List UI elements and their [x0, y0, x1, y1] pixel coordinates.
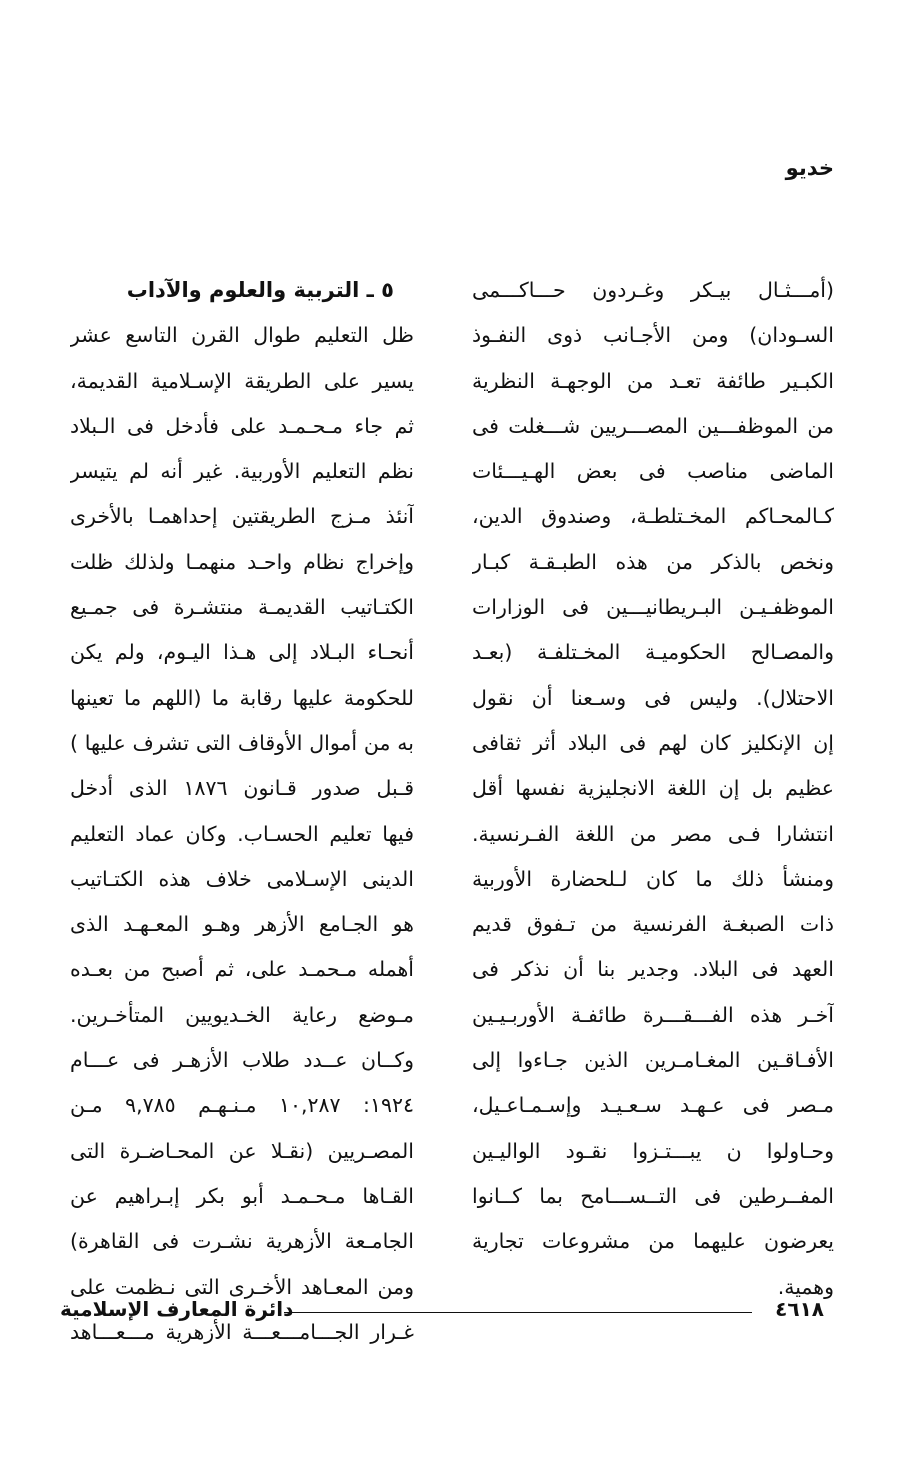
text-line: المفــرطين فى التــســـامح بما كــانوا	[472, 1183, 834, 1208]
text-line: إن الإنكليز كان لهم فى البلاد أثر ثقافى	[472, 730, 834, 755]
section-heading: ٥ ـ التربية والعلوم والآداب	[126, 278, 394, 302]
text-line: الأفـاقـين المغـامـرين الذين جـاءوا إلى	[472, 1048, 834, 1073]
text-line: آخـر هذه الفـــقـــرة طائفـة الأوربـيـين	[472, 1002, 834, 1027]
right-column	[472, 268, 834, 1310]
footer-divider	[284, 1312, 752, 1313]
text-line: للحكومة عليها رقابة ما (اللهم ما تعينها	[70, 685, 414, 710]
text-line: هو الجـامع الأزهر وهـو المعـهـد الذى	[70, 912, 414, 937]
text-line: غـرار الجـــامـــعـــة الأزهرية مـــعـــاهد	[70, 1319, 414, 1344]
text-line: كـالمحـاكم المخـتلطـة، وصندوق الدين،	[472, 504, 834, 529]
text-line: الكبـير طائفة تعـد من الوجهـة النظرية	[472, 368, 834, 393]
text-line: (أمـــثـال بيـكر وغـردون حـــاكـــمى	[472, 278, 834, 302]
text-line: ثم جاء مـحـمـد على فأدخل فى الـبلاد	[70, 413, 414, 438]
text-line: المصـريين (نقـلا عن المحـاضـرة التى	[70, 1138, 414, 1163]
text-line: وكــان عــدد طلاب الأزهـر فى عـــام	[70, 1048, 414, 1073]
text-line: الماضى مناصب فى بعض الهـيـــئات	[472, 459, 834, 484]
text-line: ونخص بالذكر من هذه الطبـقـة كبـار	[472, 549, 834, 574]
text-line: الدينى الإسـلامى خلاف هذه الكتـاتيب	[70, 866, 414, 891]
text-line: آنئذ مـزج الطريقتين إحداهمـا بالأخرى	[70, 504, 414, 529]
text-line: ذات الصبغـة الفرنسية من تـفوق قديم	[472, 912, 834, 937]
page-footer	[60, 1297, 824, 1327]
running-head: خديو	[785, 156, 834, 180]
text-line: القـاها مـحـمـد أبو بكر إبـراهيم عن	[70, 1183, 414, 1208]
text-line: عظيم بل إن اللغة الانجليزية نفسها أقل	[472, 776, 834, 801]
text-line: العهد فى البلاد. وجدير بنا أن نذكر فى	[472, 957, 834, 982]
text-line: الجامـعة الأزهرية نشـرت فى القاهرة)	[70, 1229, 414, 1254]
text-line: ١٩٢٤: ١٠,٢٨٧ مـنـهـم ٩,٧٨٥ مـن	[70, 1093, 414, 1118]
text-line: قـبل صدور قـانون ١٨٧٦ الذى أدخل	[70, 776, 414, 801]
text-line: من الموظفـــين المصـــريين شـــغلت فى	[472, 413, 834, 438]
text-line: وإخراج نظام واحـد منهمـا ولذلك ظلت	[70, 549, 414, 574]
text-line: مـصر فى عـهـد سـعـيـد وإسـمـاعـيل،	[472, 1093, 834, 1118]
text-line: السـودان) ومن الأجـانب ذوى النفـوذ	[472, 323, 834, 348]
text-line: يسير على الطريقة الإسـلامية القديمة،	[70, 368, 414, 393]
text-line: وحـاولوا ن يبـــتـزوا نقـود الواليـين	[472, 1138, 834, 1163]
text-line: يعرضون عليهما من مشروعات تجارية	[472, 1229, 834, 1254]
text-line: وهمية.	[777, 1274, 834, 1299]
publication-title: دائرة المعارف الإسلامية	[60, 1297, 294, 1321]
text-line: انتشارا فـى مصر من اللغة الفـرنسية.	[472, 821, 834, 846]
text-line: به من أموال الأوقاف التى تشرف عليها )	[70, 730, 414, 755]
page-number: ٤٦١٨	[775, 1297, 824, 1321]
text-line: ومن المعـاهد الأخـرى التى نـظمت على	[70, 1274, 414, 1299]
text-line: ظل التعليم طوال القرن التاسع عشر	[70, 323, 414, 348]
text-line: نظم التعليم الأوربية. غير أنه لم يتيسر	[70, 459, 414, 484]
text-line: الاحتلال). وليس فى وسـعنا أن نقول	[472, 685, 834, 710]
text-line: الكتـاتيب القديمـة منتشـرة فى جمـيع	[70, 595, 414, 620]
text-line: الموظفـيـن البـريطانيـــين فى الوزارات	[472, 595, 834, 620]
text-line: مـوضع رعاية الخـديويين المتأخـرين.	[70, 1002, 414, 1027]
text-line: ومنشأ ذلك ما كان لـلحضارة الأوربية	[472, 866, 834, 891]
text-line: أنحـاء البـلاد إلى هـذا اليـوم، ولم يكن	[70, 640, 414, 665]
text-line: فيها تعليم الحسـاب. وكان عماد التعليم	[70, 821, 414, 846]
text-line: والمصـالح الحكوميـة المخـتلفـة (بعـد	[472, 640, 834, 665]
left-column	[70, 268, 414, 1355]
text-line: أهمله مـحمـد على، ثم أصبح من بعـده	[70, 957, 414, 982]
